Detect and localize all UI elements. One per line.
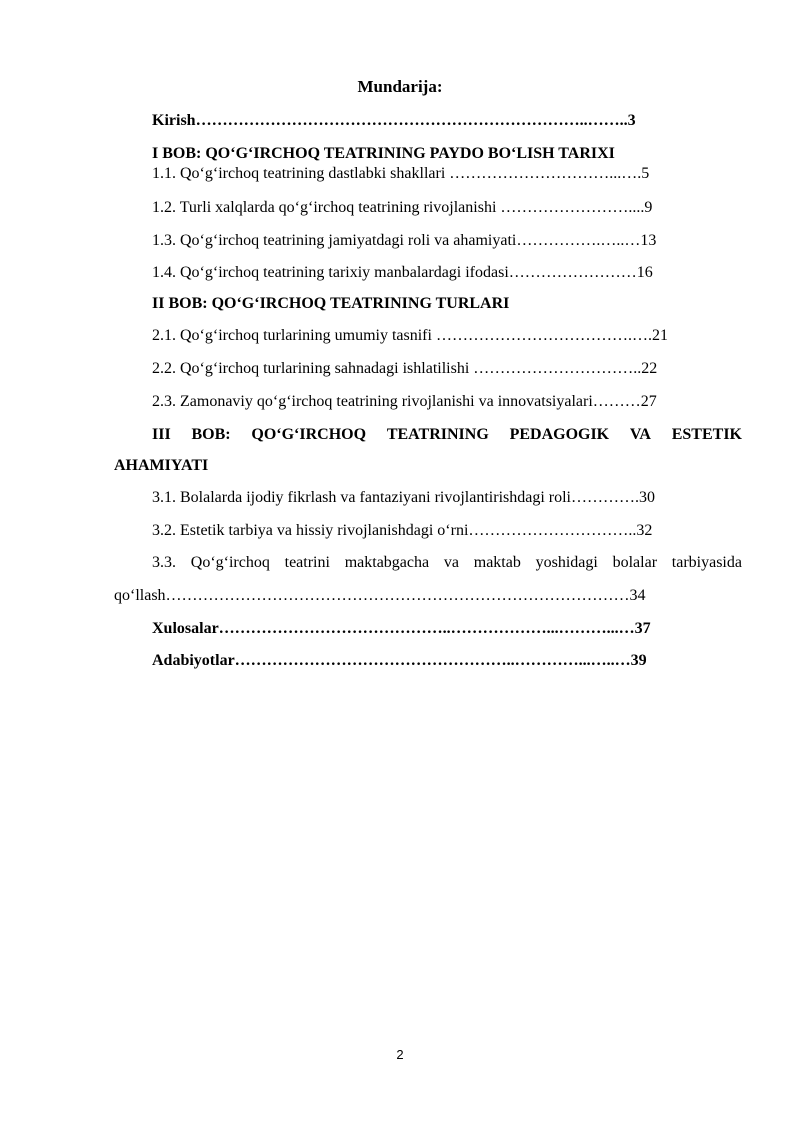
chapter-3-heading-cont: AHAMIYATI <box>114 457 209 474</box>
entry-word: 3.3. <box>152 554 176 571</box>
toc-entry-2-3[interactable]: 2.3. Zamonaviy qo‘g‘irchoq teatrining rivojlanishi va innovatsiyalari………27 <box>152 393 657 410</box>
toc-entry-xulosalar[interactable]: Xulosalar……………………………………..………………...………...…37 <box>152 620 651 637</box>
entry-word: yoshidagi <box>535 554 598 571</box>
toc-entry-3-3-cont[interactable]: qo‘llash……………………………………………………………………………34 <box>114 587 646 604</box>
chapter-2-heading[interactable]: II BOB: QO‘G‘IRCHOQ TEATRINING TURLARI <box>152 295 510 312</box>
toc-entry-adabiyotlar[interactable]: Adabiyotlar……………………………………………..…………...…..…39 <box>152 652 647 669</box>
toc-entry-3-1[interactable]: 3.1. Bolalarda ijodiy fikrlash va fantaziyani rivojlantirishdagi roli………….30 <box>152 489 655 506</box>
toc-title: Mundarija: <box>357 77 443 96</box>
entry-word: Qo‘g‘irchoq <box>190 554 270 571</box>
heading-word: QO‘G‘IRCHOQ <box>251 426 367 443</box>
toc-entry-1-3[interactable]: 1.3. Qo‘g‘irchoq teatrining jamiyatdagi roli va ahamiyati…………….…..…13 <box>152 232 657 249</box>
toc-entry-kirish[interactable] <box>152 110 742 132</box>
toc-entry-1-1[interactable]: 1.1. Qo‘g‘irchoq teatrining dastlabki shakllari …………………………...….5 <box>152 165 650 182</box>
chapter-1-heading[interactable]: I BOB: QO‘G‘IRCHOQ TEATRINING PAYDO BO‘LISH TARIXI <box>152 145 615 162</box>
heading-word: TEATRINING <box>386 426 489 443</box>
toc-entry-3-2[interactable]: 3.2. Estetik tarbiya va hissiy rivojlanishdagi o‘rni…………………………..32 <box>152 522 653 539</box>
heading-word: VA <box>629 426 651 443</box>
entry-word: maktabgacha <box>344 554 430 571</box>
toc-entry-1-2[interactable]: 1.2. Turli xalqlarda qo‘g‘irchoq teatrining rivojlanishi ……………………....9 <box>152 199 653 216</box>
heading-word: ESTETIK <box>671 426 742 443</box>
page-number: 2 <box>396 1047 404 1062</box>
entry-word: tarbiyasida <box>671 554 742 571</box>
entry-word: va <box>443 554 459 571</box>
entry-word: maktab <box>473 554 521 571</box>
toc-entry-3-3[interactable] <box>152 552 742 574</box>
toc-entry-1-4[interactable]: 1.4. Qo‘g‘irchoq teatrining tarixiy manbalardagi ifodasi……………………16 <box>152 264 653 281</box>
toc-entry-2-2[interactable]: 2.2. Qo‘g‘irchoq turlarining sahnadagi ishlatilishi …………………………..22 <box>152 360 658 377</box>
heading-word: PEDAGOGIK <box>509 426 610 443</box>
entry-word: bolalar <box>612 554 658 571</box>
toc-entry-2-1[interactable]: 2.1. Qo‘g‘irchoq turlarining umumiy tasnifi ……………………………….….21 <box>152 327 668 344</box>
entry-word: teatrini <box>284 554 330 571</box>
toc-entry-label: Kirish………………………………………………………………..……..3 <box>152 112 636 129</box>
heading-word: III <box>152 426 171 443</box>
heading-word: BOB: <box>191 426 231 443</box>
chapter-3-heading[interactable] <box>152 424 742 446</box>
